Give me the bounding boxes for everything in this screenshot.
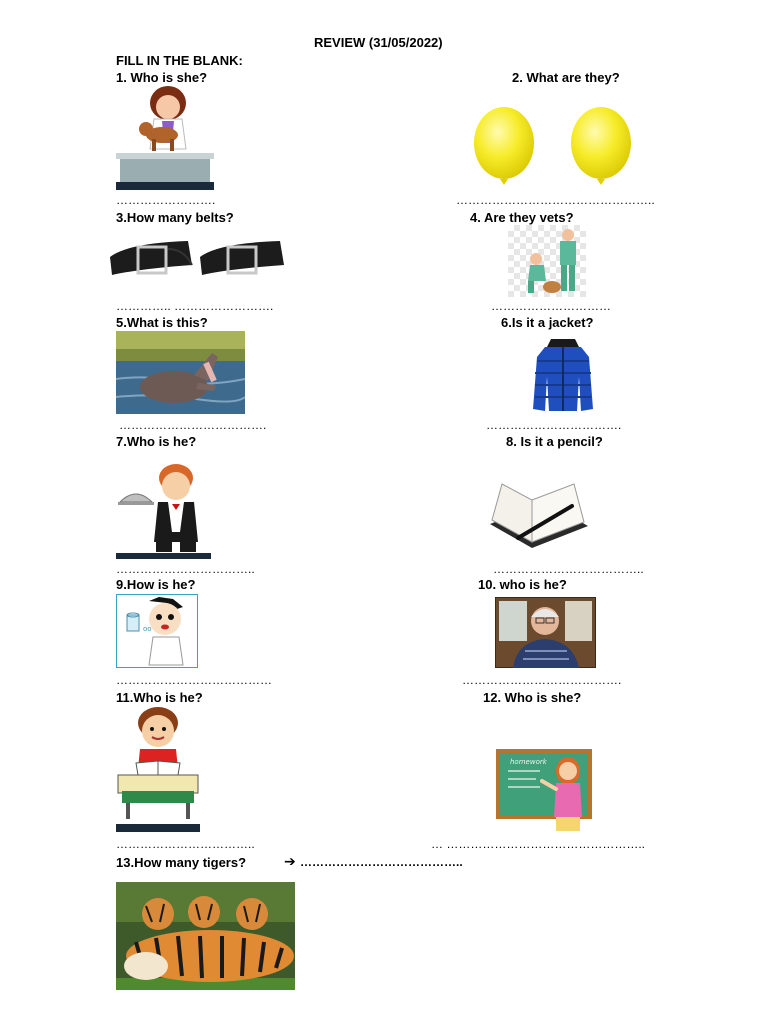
question-8-blank[interactable]: ………………………………..	[493, 562, 644, 576]
page-title: REVIEW (31/05/2022)	[314, 35, 443, 50]
question-4-label: 4. Are they vets?	[470, 210, 574, 225]
teacher-picture	[496, 747, 594, 833]
question-2-blank[interactable]: …………………………………………..	[456, 193, 655, 207]
question-11-label: 11.Who is he?	[116, 690, 203, 705]
question-6-blank[interactable]: …………………………….	[486, 418, 622, 432]
question-8-label: 8. Is it a pencil?	[506, 434, 603, 449]
question-6-label: 6.Is it a jacket?	[501, 315, 594, 330]
homework-text: homework	[510, 758, 547, 766]
vet-woman-picture	[116, 85, 214, 190]
question-10-label: 10. who is he?	[478, 577, 567, 592]
tigers-picture	[116, 882, 295, 990]
question-13-blank[interactable]: …………………………………..	[300, 855, 463, 869]
vets-picture	[508, 225, 586, 297]
instruction: FILL IN THE BLANK:	[116, 53, 243, 68]
old-man-picture	[495, 597, 596, 668]
arrow-icon: ➔	[284, 853, 296, 869]
sick-boy-picture	[116, 594, 198, 668]
hippo-picture	[116, 331, 245, 414]
notebook-pen-picture	[488, 480, 590, 550]
question-11-blank[interactable]: ……………………………..	[116, 837, 255, 851]
question-10-blank[interactable]: ………………………………….	[462, 673, 622, 687]
question-5-label: 5.What is this?	[116, 315, 208, 330]
question-12-label: 12. Who is she?	[483, 690, 582, 705]
question-9-label: 9.How is he?	[116, 577, 196, 592]
question-12-blank[interactable]: … …………………………………………..	[431, 837, 646, 851]
boy-reading-picture	[116, 705, 200, 832]
question-1-blank[interactable]: …………………….	[116, 193, 216, 207]
question-1-label: 1. Who is she?	[116, 70, 208, 85]
question-7-blank[interactable]: ……………………………..	[116, 562, 255, 576]
question-13-label: 13.How many tigers?	[116, 855, 247, 870]
yellow-balloons-picture	[470, 105, 640, 193]
question-7-label: 7.Who is he?	[116, 434, 197, 449]
question-9-blank[interactable]: …………………………………	[116, 673, 272, 687]
jacket-picture	[531, 337, 595, 413]
question-4-blank[interactable]: …………………………	[491, 299, 611, 313]
waiter-picture	[116, 462, 211, 559]
question-3-blank[interactable]: ………….. …………………….	[116, 299, 274, 313]
question-5-blank[interactable]: ……………………………….	[119, 418, 267, 432]
question-2-label: 2. What are they?	[512, 70, 620, 85]
belts-picture	[108, 235, 286, 285]
question-3-label: 3.How many belts?	[116, 210, 234, 225]
svg-text:oo: oo	[143, 625, 152, 633]
